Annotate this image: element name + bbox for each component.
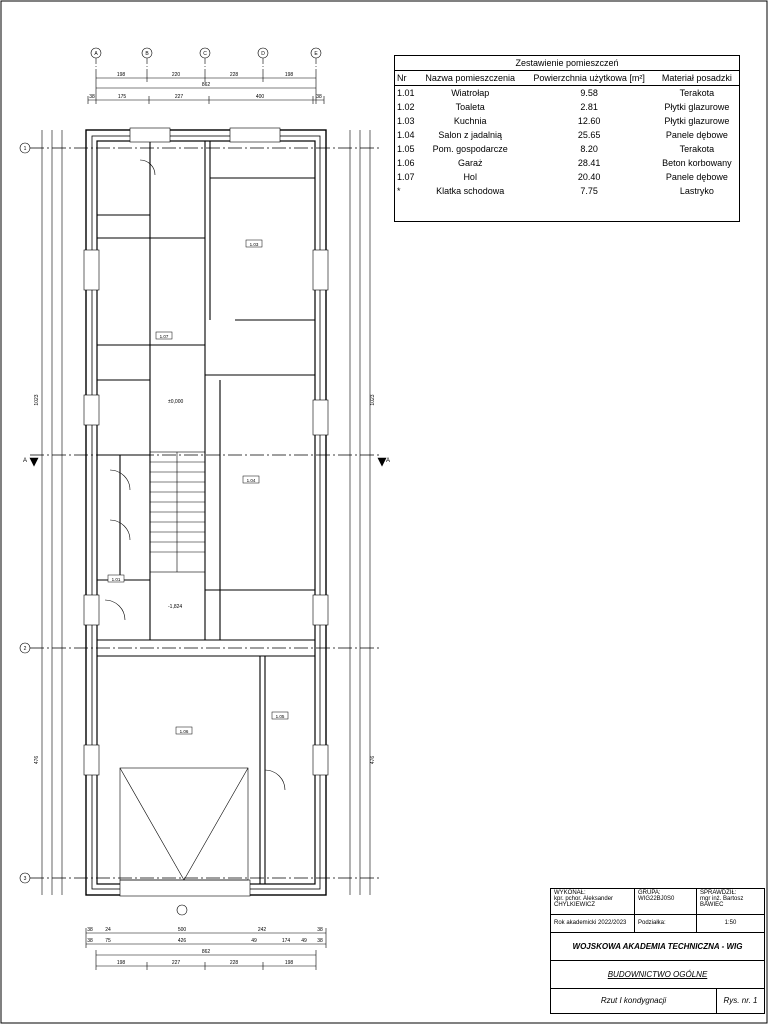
axis-col-b: B: [145, 51, 149, 57]
tb-row-year: [551, 915, 764, 933]
section-markers: [30, 458, 386, 466]
tb-group-cell: [634, 889, 696, 914]
dim-bot-r2-4: 49: [251, 938, 257, 944]
tb-row-course: [551, 961, 764, 989]
dim-top-total: 862: [201, 82, 211, 88]
dim-left-total: 1023: [34, 394, 40, 406]
section-label-left: A: [23, 458, 28, 464]
axis-row-2: 2: [23, 646, 27, 652]
row-nr: 1.05: [397, 144, 415, 154]
section-label-right: A: [386, 458, 391, 464]
table-row: [395, 184, 739, 198]
dim-right-total: 1023: [370, 394, 376, 406]
room-tag-107: 1.07: [159, 334, 169, 339]
side-dimensions: [42, 130, 370, 895]
dim-top-r3-2: 175: [117, 94, 127, 100]
tb-checked-cell: [696, 889, 764, 914]
dim-bot-r1-4: 242: [257, 927, 267, 933]
dim-top-3: 228: [229, 72, 239, 78]
dim-bot-r4-2: 227: [171, 960, 181, 966]
doors: [105, 160, 285, 880]
level-mark-0: ±0,000: [168, 399, 184, 405]
row-area: 7.75: [580, 186, 598, 196]
dim-bot-r1-1: 38: [87, 927, 93, 933]
dim-bot-r4-4: 198: [284, 960, 294, 966]
axis-row-1: 1: [23, 146, 27, 152]
row-area: 12.60: [577, 116, 601, 126]
row-name: Kuchnia: [453, 116, 487, 126]
tb-drawing: Rzut I kondygnacji: [600, 996, 667, 1005]
row-name: Pom. gospodarcze: [432, 144, 508, 154]
tb-author-label: WYKONAŁ:: [554, 890, 586, 896]
bottom-axis-bubble: [177, 905, 187, 915]
tb-group: WIG22BJ0S0: [638, 896, 675, 902]
tb-row-drawing: [551, 989, 764, 1013]
row-floor: Panele dębowe: [665, 172, 728, 182]
rooms-schedule-table: [394, 55, 740, 222]
axis-col-e: E: [314, 51, 318, 57]
room-tag-texts: [112, 242, 285, 734]
dim-bot-r2-5: 174: [281, 938, 291, 944]
dim-bot-r4-3: 228: [229, 960, 239, 966]
tb-row-institution: [551, 933, 764, 961]
dim-top-r3-4: 400: [255, 94, 265, 100]
axis-col-c: C: [203, 51, 207, 57]
outer-walls: [86, 130, 326, 895]
row-area: 25.65: [577, 130, 601, 140]
dim-top-r3-5: 38: [316, 94, 322, 100]
dim-top-r3-3: 227: [174, 94, 184, 100]
col-name: Nazwa pomieszczenia: [417, 71, 523, 86]
staircase: [150, 452, 205, 572]
col-floor: Materiał posadzki: [655, 71, 739, 86]
row-area: 8.20: [580, 144, 598, 154]
tb-row-people: [551, 889, 764, 915]
dim-top-1: 198: [116, 72, 126, 78]
row-name: Garaż: [457, 158, 483, 168]
room-tags: [108, 240, 288, 734]
dim-bot-r2-2: 75: [105, 938, 111, 944]
row-name: Klatka schodowa: [436, 186, 505, 196]
rooms-table-header: [395, 71, 739, 86]
row-floor: Panele dębowe: [665, 130, 728, 140]
room-tag-105: 1.05: [275, 714, 285, 719]
table-row: [395, 100, 739, 114]
tb-checked-label: SPRAWDZIŁ:: [700, 890, 737, 896]
dim-bot-r2-7: 38: [317, 938, 323, 944]
table-row: [395, 170, 739, 184]
row-nr: 1.06: [397, 158, 415, 168]
table-row: [395, 114, 739, 128]
col-area: Powierzchnia użytkowa [m²]: [523, 71, 654, 86]
tb-year: Rok akademicki 2022/2023: [554, 920, 627, 926]
tb-checked: mgr inż. Bartosz BAWIEC: [700, 896, 744, 908]
row-nr: 1.04: [397, 130, 415, 140]
column-axis-labels: [94, 51, 318, 57]
room-tag-106: 1.06: [179, 729, 189, 734]
tb-scale-label: Podziałka:: [634, 915, 696, 932]
row-name: Hol: [463, 172, 477, 182]
row-nr: 1.07: [397, 172, 415, 182]
dim-top-2: 220: [171, 72, 181, 78]
row-nr: 1.01: [397, 88, 415, 98]
dim-top-4: 198: [284, 72, 294, 78]
row-nr: 1.02: [397, 102, 415, 112]
row-name: Toaleta: [455, 102, 485, 112]
row-nr: *: [397, 186, 401, 196]
row-axis-bubbles: [20, 143, 30, 883]
dim-bot-r1-3: 500: [177, 927, 187, 933]
title-block: [550, 888, 765, 1014]
tb-author: kpr. pchor. Aleksander CHYLKIEWICZ: [554, 896, 614, 908]
table-row: [395, 86, 739, 101]
col-nr: Nr: [395, 71, 417, 86]
table-row: [395, 156, 739, 170]
windows: [84, 128, 328, 896]
row-floor: Płytki glazurowe: [664, 102, 730, 112]
tb-course: BUDOWNICTWO OGÓLNE: [607, 970, 708, 979]
axis-row-3: 3: [23, 876, 27, 882]
row-area: 20.40: [577, 172, 601, 182]
dim-top-r3-1: 38: [89, 94, 95, 100]
row-floor: Terakota: [679, 144, 715, 154]
row-floor: Płytki glazurowe: [664, 116, 730, 126]
room-tag-101: 1.01: [111, 577, 121, 582]
tb-institution: WOJSKOWA AKADEMIA TECHNICZNA - WIG: [572, 942, 743, 951]
tb-group-label: GRUPA:: [638, 890, 661, 896]
dim-bot-r1-2: 24: [105, 927, 111, 933]
axis-col-a: A: [94, 51, 98, 57]
tb-sheet: Rys. nr. 1: [716, 989, 764, 1013]
top-dim-texts: [89, 72, 322, 100]
table-row: [395, 142, 739, 156]
dim-bot-r4-1: 198: [116, 960, 126, 966]
axis-col-d: D: [261, 51, 265, 57]
room-tag-104: 1.04: [246, 478, 256, 483]
rooms-schedule-title: Zestawienie pomieszczeń: [395, 56, 739, 71]
dim-right-mid: 476: [370, 755, 376, 765]
section-labels: [23, 458, 390, 464]
dim-bot-r1-5: 38: [317, 927, 323, 933]
dim-bot-total: 862: [201, 949, 211, 955]
level-mark-1: -1,824: [168, 604, 183, 610]
room-tag-103: 1.03: [249, 242, 259, 247]
interior-walls: [97, 141, 315, 884]
row-area: 9.58: [580, 88, 598, 98]
dim-bot-r2-6: 49: [301, 938, 307, 944]
tb-scale: 1:50: [696, 915, 764, 932]
dim-left-mid: 476: [34, 755, 40, 765]
tb-author-cell: [551, 889, 634, 914]
row-area: 28.41: [577, 158, 601, 168]
row-name: Wiatrołap: [451, 88, 490, 98]
dim-bot-r2-1: 38: [87, 938, 93, 944]
row-axis-labels: [24, 146, 27, 882]
row-floor: Lastryko: [679, 186, 714, 196]
row-name: Salon z jadalnią: [438, 130, 502, 140]
row-floor: Beton korbowany: [662, 158, 732, 168]
level-marks: [168, 399, 183, 610]
row-nr: 1.03: [397, 116, 415, 126]
row-area: 2.81: [580, 102, 598, 112]
row-floor: Terakota: [679, 88, 715, 98]
rooms-table: [395, 71, 739, 198]
table-row: [395, 128, 739, 142]
dim-bot-r2-3: 426: [177, 938, 187, 944]
